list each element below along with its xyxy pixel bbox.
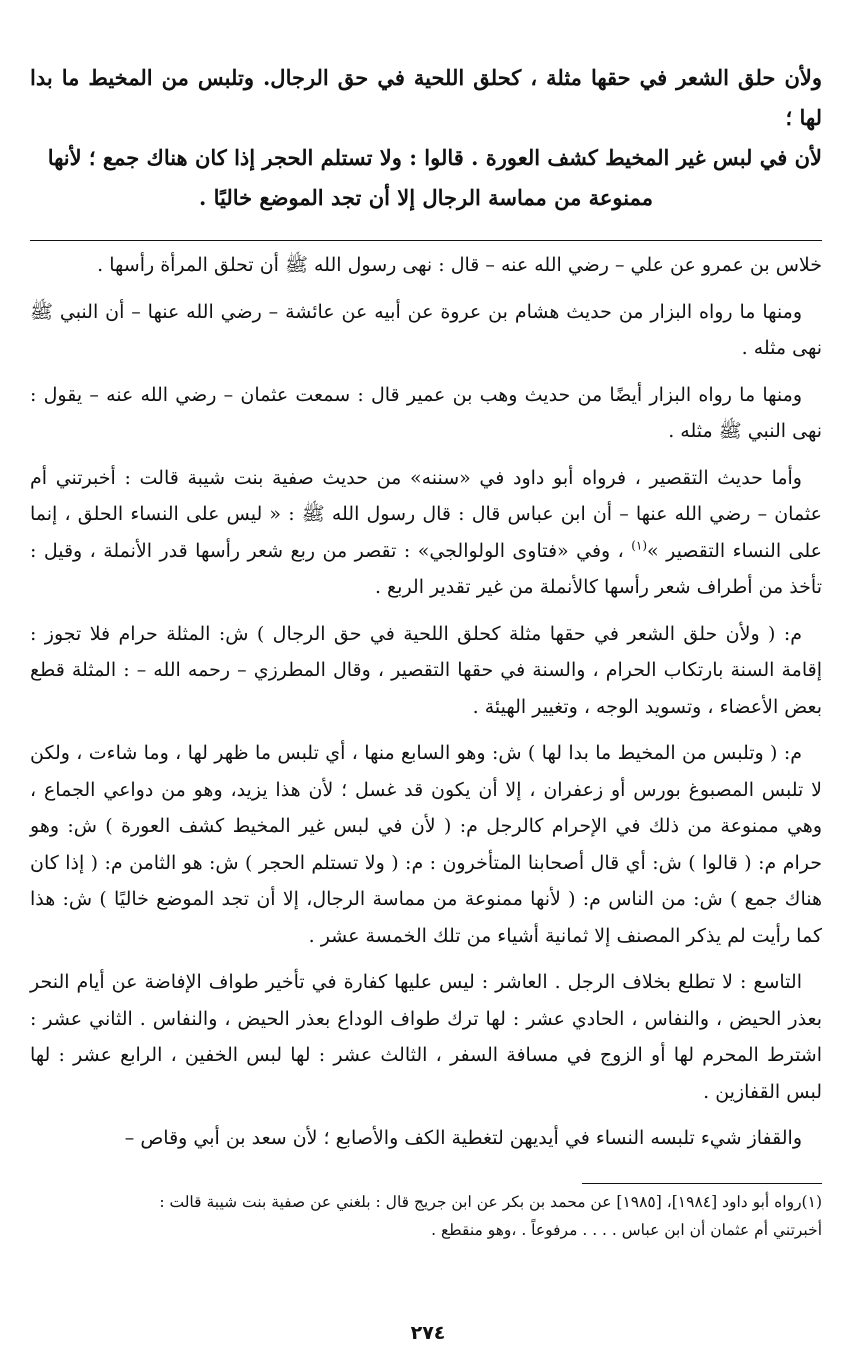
main-text [30,58,822,218]
footnotes [30,1188,822,1244]
footnote-line: (١)رواه أبو داود [١٩٨٤]، [١٩٨٥] عن محمد بن بكر عن ابن جريج قال : بلغني عن صفية بنت شيبة قالت : [159,1192,822,1211]
footnote-line: أخبرتني أم عثمان أن ابن عباس . . . . مرفوعاً . ،وهو منقطع . [431,1220,822,1239]
page-body [30,58,822,1244]
commentary-paragraph: التاسع : لا تطلع بخلاف الرجل . العاشر : ليس عليها كفارة في تأخير طواف الإفاضة عن أيام النحر بعذر الحيض ، والنفاس ، الحادي عشر : لها ترك طواف الوداع بعذر الحيض ، والنفاس . الثاني عشر : اشترط المحرم لها أو الزوج في مسافة السفر ، الثالث عشر : لها لبس الخفين ، الرابع عشر : لها لبس القفازين . [30,971,822,1103]
page-number: ٢٧٤ [410,1322,446,1344]
main-text-line: ولأن حلق الشعر في حقها مثلة ، كحلق اللحية في حق الرجال. وتلبس من المخيط ما بدا لها ؛ [30,65,822,130]
commentary-paragraph: خلاس بن عمرو عن علي – رضي الله عنه – قال : نهى رسول الله ﷺ أن تحلق المرأة رأسها . [97,254,822,276]
commentary-paragraph [30,460,822,606]
commentary-text: وأما حديث التقصير ، فرواه أبو داود في «سننه» من حديث صفية بنت شيبة قالت : أخبرتني أم عثمان – رضي الله عنها – أن ابن عباس قال : قال رسول الله ﷺ : « ليس على النساء الحلق ، إنما على النساء التقصير » [30,466,822,562]
main-text-line: لأن في لبس غير المخيط كشف العورة . قالوا : ولا تستلم الحجر إذا كان هناك جمع ؛ لأنها [47,145,822,170]
commentary-paragraph: م: ( ولأن حلق الشعر في حقها مثلة كحلق اللحية في حق الرجال ) ش: المثلة حرام فلا تجوز : إقامة السنة بارتكاب الحرام ، والسنة في حقها التقصير ، وقال المطرزي – رحمه الله – : المثلة قطع بعض الأعضاء ، وتسويد الوجه ، وتغيير الهيئة . [30,622,822,718]
commentary-paragraph: م: ( وتلبس من المخيط ما بدا لها ) ش: وهو السابع منها ، أي تلبس ما ظهر لها ، وما شاءت ، ولكن لا تلبس المصبوغ بورس أو زعفران ، إلا أن يكون قد غسل ؛ لأن هذا يزيد، وهو من دواعي الجماع ، وهي ممنوعة من ذلك في الإحرام كالرجل م: ( لأن في لبس غير المخيط كشف العورة ) ش: وهو حرام م: ( قالوا ) ش: أي قال أصحابنا المتأخرون : م: ( ولا تستلم الحجر ) ش: هو الثامن م: ( إذا كان هناك جمع ) ش: من الناس م: ( لأنها ممنوعة من مماسة الرجال، إلا أن تجد الموضع خاليًا ) ش: هذا كما رأيت لم يذكر المصنف إلا ثمانية أشياء من تلك الخمسة عشر . [30,742,822,947]
main-text-divider [30,240,822,241]
footnote-divider [582,1183,822,1184]
commentary-paragraph: ومنها ما رواه البزار أيضًا من حديث وهب بن عمير قال : سمعت عثمان – رضي الله عنه – يقول : نهى النبي ﷺ مثله . [30,383,822,442]
footnote-marker: (١) [631,538,648,553]
commentary-paragraph: ومنها ما رواه البزار من حديث هشام بن عروة عن أبيه عن عائشة – رضي الله عنها – أن النبي ﷺ نهى مثله . [30,300,822,359]
commentary-paragraph: والقفاز شيء تلبسه النساء في أيديهن لتغطية الكف والأصابع ؛ لأن سعد بن أبي وقاص – [124,1127,802,1149]
commentary-text: ، وفي «فتاوى الولوالجي» : تقصر من ربع شعر رأسها قدر الأنملة ، وقيل : تأخذ من أطراف شعر رأسها كالأنملة من غير تقدير الربع . [30,539,822,598]
commentary [30,247,822,1157]
main-text-line: ممنوعة من مماسة الرجال إلا أن تجد الموضع خاليًا . [198,185,654,210]
